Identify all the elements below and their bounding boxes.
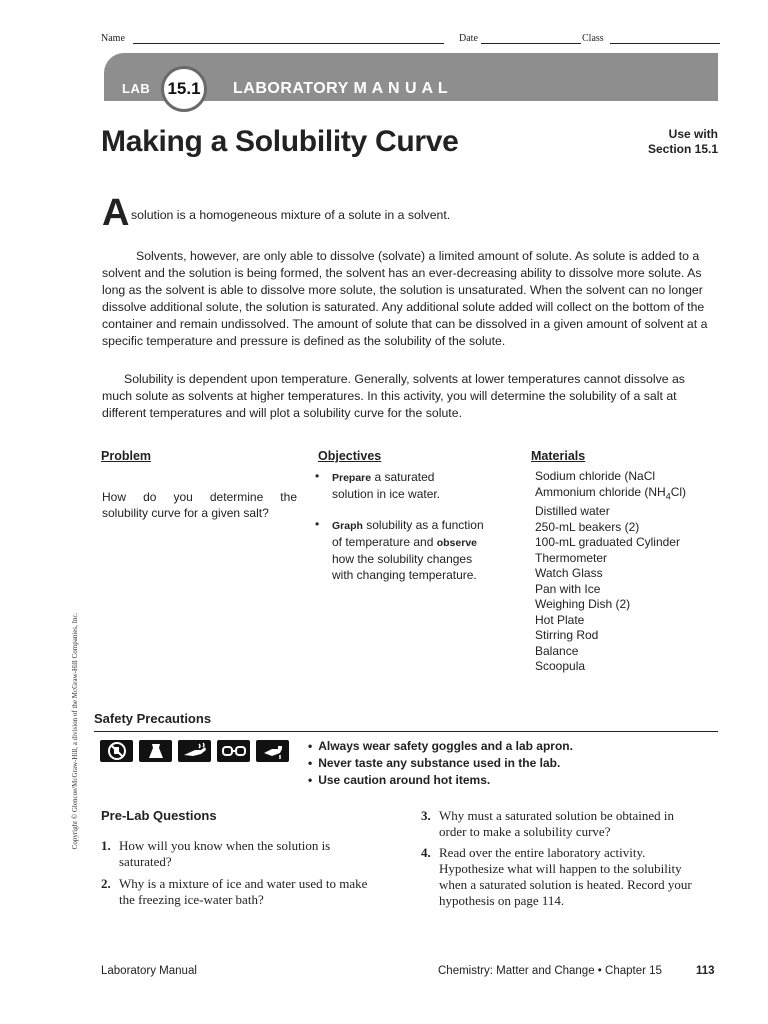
material-item: Hot Plate: [535, 612, 585, 627]
copyright-notice: Copyright © Glencoe/McGraw-Hill, a division of the McGraw-Hill Companies, Inc.: [71, 612, 79, 850]
use-with: [620, 127, 718, 157]
material-item: Watch Glass: [535, 566, 603, 581]
safety-heading: Safety Precautions: [94, 711, 212, 726]
material-item: Pan with Ice: [535, 581, 601, 596]
objective-2-text1: solubility as a function: [362, 518, 484, 532]
safety-item: • Use caution around hot items.: [308, 772, 573, 789]
material-item: Weighing Dish (2): [535, 597, 631, 612]
intro-first-line: solution is a homogeneous mixture of a solute in a solvent.: [131, 208, 451, 222]
material-item: 100-mL graduated Cylinder: [535, 535, 680, 550]
intro-paragraph-2: Solvents, however, are only able to dissolve (solvate) a limited amount of solute. As solute is added to a solvent and the solution is being formed, the solvent has an ever-decreasing ability to dissolve more solute. As long as the solvent is able to dissolve more solute, the solution is unsaturated. When the solvent can no longer dissolve additional solute, the solution is saturated. Any additional solute added will collect on the bottom of the container and remain undissolved. The amount of solute that can be dissolved in a given amount of solvent at a specific temperature and pressure is defined as the solubility of the solute.: [102, 249, 708, 348]
question-3-number: 3.: [421, 808, 431, 823]
apron-icon: [139, 740, 172, 762]
question-2-number: 2.: [101, 876, 111, 891]
prelab-heading: Pre-Lab Questions: [101, 808, 217, 823]
safety-list: [308, 738, 573, 789]
class-label: Class: [582, 33, 604, 44]
problem-heading: Problem: [101, 449, 152, 463]
safety-item: • Never taste any substance used in the lab.: [308, 755, 573, 772]
lab-number: 15.1: [167, 79, 201, 98]
safety-icons: [100, 740, 289, 762]
name-label: Name: [101, 33, 125, 44]
material-item: Sodium chloride (NaCl: [535, 469, 656, 483]
material-item: Ammonium chloride $(NH_4Cl)$: [535, 484, 687, 501]
objectives-heading: Objectives: [318, 449, 382, 463]
date-label: Date: [459, 33, 478, 44]
use-with-line2: Section 15.1: [647, 142, 718, 156]
material-item: Thermometer: [535, 550, 608, 565]
material-item: Balance: [535, 643, 579, 658]
objective-1-keyword: Prepare: [332, 472, 372, 484]
objective-1-text2: solution in ice water.: [332, 487, 441, 501]
materials-list: [535, 469, 686, 675]
lab-number-badge: [161, 66, 207, 112]
hot-hand-icon: [178, 740, 211, 762]
objective-1: [332, 469, 517, 502]
use-with-line1: Use with: [668, 127, 718, 141]
material-item: Scoopula: [535, 659, 586, 674]
intro-paragraph-3: Solubility is dependent upon temperature. Generally, solvents at lower temperatures cannot dissolve as much solute as solvents at higher temperatures. In this activity, you will determine the solubility of a salt at different temperatures and will plot a solubility curve for the solute.: [102, 372, 685, 420]
goggles-icon: [217, 740, 250, 762]
material-item: 250-mL beakers (2): [535, 519, 640, 534]
name-line[interactable]: [133, 43, 444, 44]
lab-manual-label: LABORATORY M A N U A L: [233, 80, 449, 97]
lab-word: LAB: [122, 81, 151, 96]
problem-line1: How do you determine the: [102, 490, 297, 504]
question-3: Why must a saturated solution be obtained in order to make a solubility curve?: [439, 808, 675, 839]
question-4: Read over the entire laboratory activity. Hypothesize what will happen to the solubility when a saturated solution is heated. Record your hypothesis on page 114.: [439, 845, 692, 908]
problem-line2: solubility curve for a given salt?: [102, 506, 269, 520]
material-item: Distilled water: [535, 504, 610, 519]
objective-2-keyword: Graph: [332, 520, 363, 532]
page-number: 113: [696, 965, 715, 977]
footer-left: Laboratory Manual: [101, 965, 197, 977]
question-2: Why is a mixture of ice and water used to make the freezing ice-water bath?: [119, 876, 368, 907]
materials-heading: Materials: [531, 449, 586, 463]
objective-2-text3: how the solubility changes: [332, 552, 473, 566]
no-eating-icon: [100, 740, 133, 762]
objective-2-text2: of temperature and: [332, 535, 437, 549]
objective-1-text1: a saturated: [371, 470, 435, 484]
objective-bullet-2: •: [315, 517, 320, 531]
page-title: Making a Solubility Curve: [101, 125, 459, 158]
objective-bullet-1: •: [315, 469, 320, 483]
hand-wash-icon: [256, 740, 289, 762]
date-line[interactable]: [481, 43, 581, 44]
question-1-number: 1.: [101, 838, 111, 853]
objective-2: [332, 517, 517, 583]
question-4-number: 4.: [421, 845, 431, 860]
question-1: How will you know when the solution is saturated?: [119, 838, 331, 869]
drop-cap: A: [102, 192, 130, 234]
class-line[interactable]: [610, 43, 720, 44]
material-item: Stirring Rod: [535, 628, 599, 643]
objective-2-text4: with changing temperature.: [332, 568, 477, 582]
safety-divider: [94, 731, 718, 732]
footer-center: Chemistry: Matter and Change • Chapter 15: [438, 965, 662, 977]
safety-item: • Always wear safety goggles and a lab apron.: [308, 738, 573, 755]
objective-2-keyword2: observe: [436, 537, 478, 549]
